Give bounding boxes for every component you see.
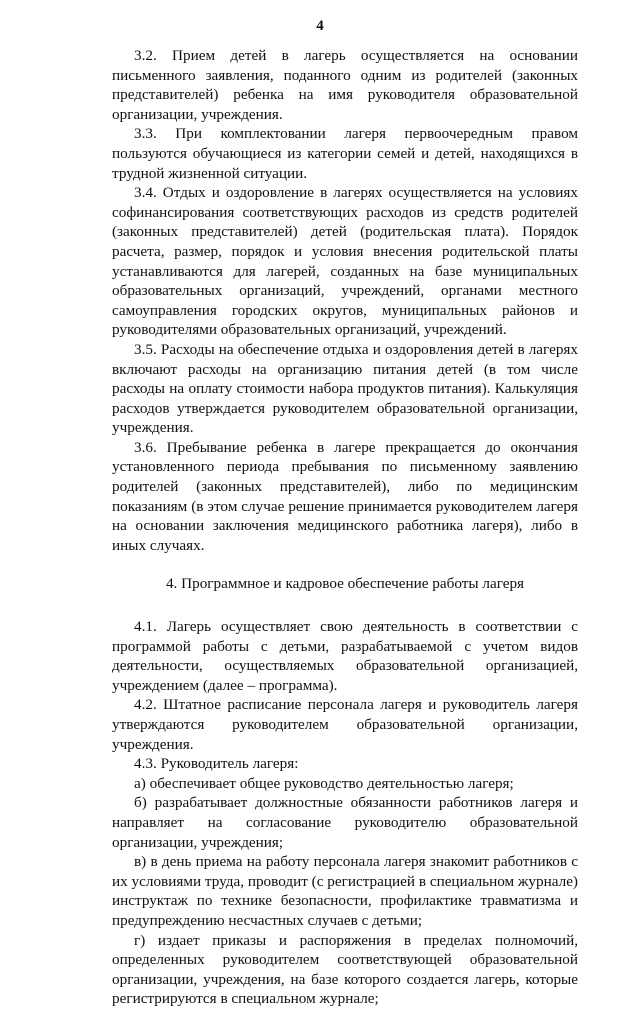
list-item-b: б) разрабатывает должностные обязанности работников лагеря и направляет на согласование руководителю образовательной организации, учреждения; [112,794,578,851]
list-item-g: г) издает приказы и распоряжения в пределах полномочий, определенных руководителем соответствующей образовательной организации, учреждения, на базе которого создается лагерь, которые регистрируются в специальном журнале; [112,931,578,1008]
paragraph-4-2: 4.2. Штатное расписание персонала лагеря и руководитель лагеря утверждаются руководителем образовательной организации, учреждения. [112,696,578,753]
paragraph-4-1: 4.1. Лагерь осуществляет свою деятельность в соответствии с программой работы с детьми, разрабатываемой с учетом видов деятельности, осуществляемых образовательной организацией, учреждением (далее – программа). [112,618,578,694]
paragraph-3-6: 3.6. Пребывание ребенка в лагере прекращается до окончания установленного периода пребывания по письменному заявлению родителей (законных представителей), либо по медицинским показаниям (в этом случае решение принимается руководителем лагеря на основании заключения медицинского работника лагеря), либо в иных случаях. [112,438,578,554]
paragraph-4-3: 4.3. Руководитель лагеря: [134,755,299,773]
page-number: 4 [316,18,324,34]
paragraph-3-4: 3.4. Отдых и оздоровление в лагерях осуществляется на условиях софинансирования соответствующих расходов из средств родителей (законных представителей) детей (родительская плата). Порядок расчета, размер, порядок и условия внесения родительской платы устанавливаются для лагерей, созданных на базе муниципальных образовательных организаций, учреждений, органами местного самоуправления городских округов, муниципальных районов и руководителями образовательных организаций, учреждений. [112,184,578,339]
document-body [112,46,578,1009]
list-item-v: в) в день приема на работу персонала лагеря знакомит работников с их условиями труда, проводит (с регистрацией в специальном журнале) инструктаж по технике безопасности, профилактике травматизма и предупреждению несчастных случаев с детьми; [112,853,578,929]
paragraph-3-3: 3.3. При комплектовании лагеря первоочередным правом пользуются обучающиеся из категории семей и детей, находящихся в трудной жизненной ситуации. [112,125,578,182]
paragraph-3-5: 3.5. Расходы на обеспечение отдыха и оздоровления детей в лагерях включают расходы на организацию питания детей (в том числе расходы на оплату стоимости набора продуктов питания). Калькуляция расходов утверждается руководителем образовательной организации, учреждения. [112,340,578,437]
paragraph-3-2: 3.2. Прием детей в лагерь осуществляется на основании письменного заявления, поданного одним из родителей (законных представителей) ребенка на имя руководителя образовательной организации, учреждения. [112,47,578,123]
section-heading: 4. Программное и кадровое обеспечение работы лагеря [165,575,525,593]
list-item-a: а) обеспечивает общее руководство деятельностью лагеря; [134,774,514,792]
